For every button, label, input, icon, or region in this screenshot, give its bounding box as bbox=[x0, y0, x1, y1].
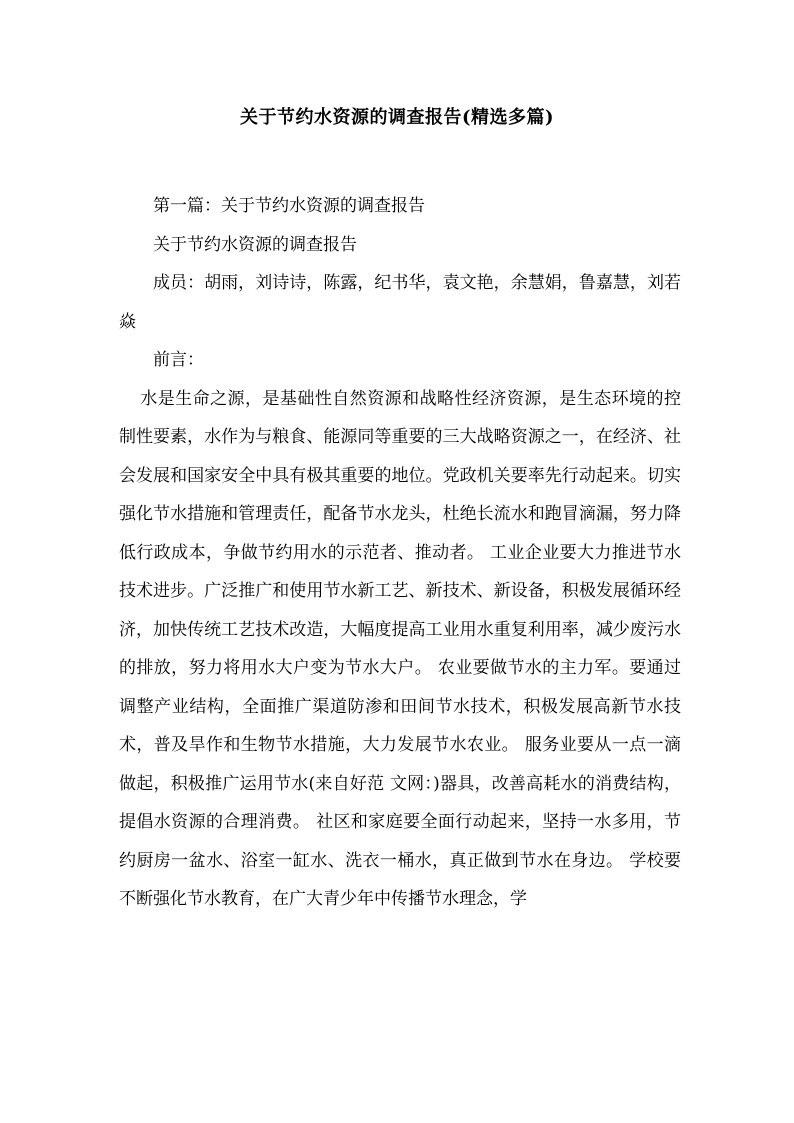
document-body bbox=[119, 187, 681, 919]
section-heading: 第一篇：关于节约水资源的调查报告 bbox=[153, 196, 425, 216]
body-paragraph: 水是生命之源，是基础性自然资源和战略性经济资源，是生态环境的控制性要素，水作为与粮食、能源同等重要的三大战略资源之一，在经济、社会发展和国家安全中具有极其重要的地位。党政机关要率先行动起来。切实强化节水措施和管理责任，配备节水龙头，杜绝长流水和跑冒滴漏，努力降低行政成本，争做节约用水的示范者、推动者。 工业企业要大力推进节水技术进步。广泛推广和使用节水新工艺、新技术、新设备，积极发展循环经济，加快传统工艺技术改造，大幅度提高工业用水重复利用率，减少废污水的排放，努力将用水大户变为节水大户。 农业要做节水的主力军。要通过调整产业结构，全面推广渠道防渗和田间节水技术，积极发展高新节水技术，普及旱作和生物节水措施，大力发展节水农业。 服务业要从一点一滴做起，积极推广运用节水(来自好范 文网：)器具，改善高耗水的消费结构，提倡水资源的合理消费。 社区和家庭要全面行动起来，坚持一水多用，节约厨房一盆水、浴室一缸水、洗衣一桶水，真正做到节水在身边。 学校要不断强化节水教育，在广大青少年中传播节水理念，学 bbox=[119, 388, 681, 909]
preface-heading: 前言： bbox=[153, 350, 204, 370]
members-paragraph: 成员：胡雨，刘诗诗，陈露，纪书华，袁文艳，余慧娟，鲁嘉慧，刘若焱 bbox=[119, 273, 681, 332]
document-title: 关于节约水资源的调查报告(精选多篇) bbox=[239, 107, 555, 128]
report-subtitle: 关于节约水资源的调查报告 bbox=[153, 234, 357, 255]
